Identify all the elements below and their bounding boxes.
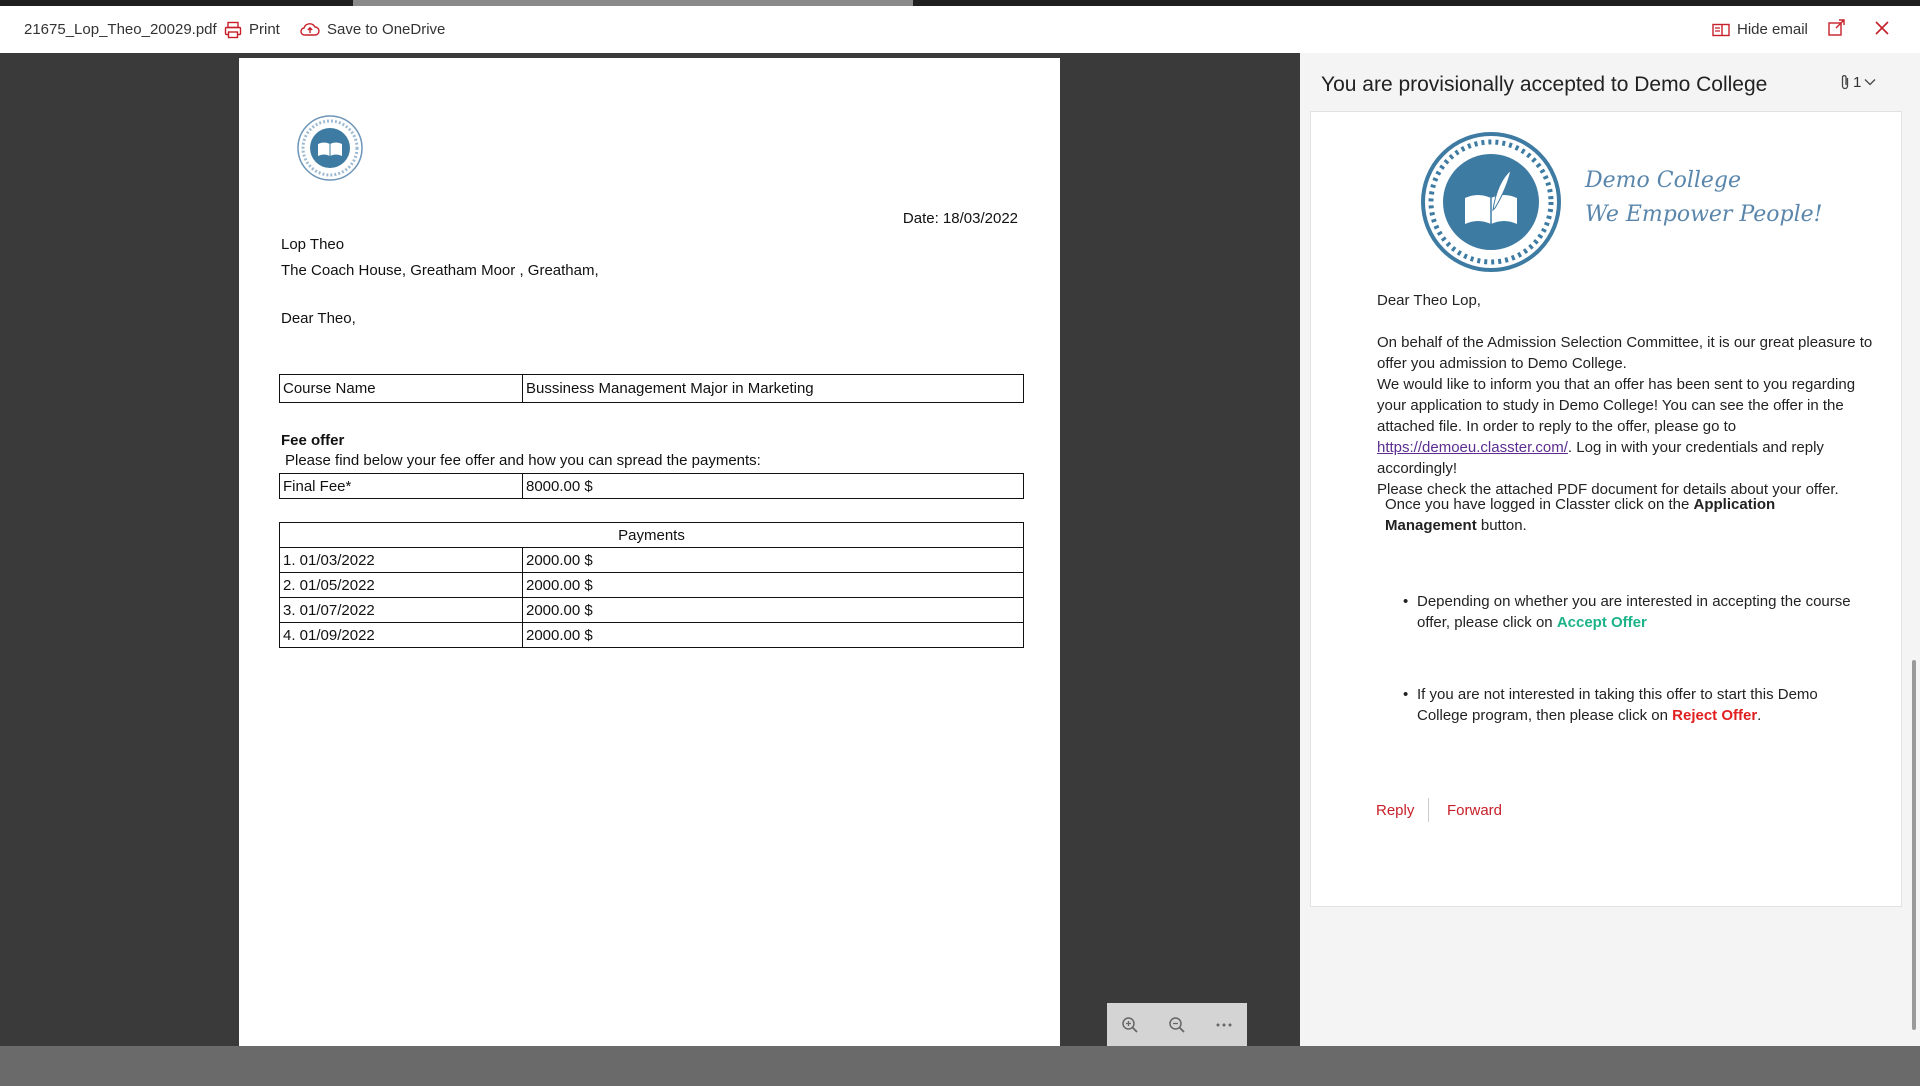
slogan-line-2: We Empower People! bbox=[1585, 202, 1823, 227]
cloud-upload-icon bbox=[300, 21, 320, 39]
zoom-in-icon bbox=[1121, 1016, 1139, 1034]
final-fee-value: 8000.00 $ bbox=[523, 474, 1024, 499]
close-icon bbox=[1874, 20, 1890, 40]
bullet-2-end: . bbox=[1757, 707, 1762, 724]
pdf-viewer[interactable] bbox=[0, 53, 1300, 1046]
course-name-label: Course Name bbox=[280, 375, 523, 403]
letter-date: Date: 18/03/2022 bbox=[902, 210, 1018, 227]
email-paragraphs bbox=[1377, 332, 1881, 500]
table-row bbox=[280, 573, 1024, 598]
paragraph-2-text-end: . Log in with your credentials and reply accordingly! bbox=[1377, 439, 1824, 477]
printer-icon bbox=[224, 21, 242, 39]
table-row bbox=[280, 598, 1024, 623]
table-row bbox=[280, 623, 1024, 648]
more-icon bbox=[1215, 1022, 1233, 1028]
bullet-2-text: If you are not interested in taking this offer to start this Demo College program, then please click on bbox=[1417, 686, 1818, 724]
zoom-out-icon bbox=[1168, 1016, 1186, 1034]
slogan-line-1: Demo College bbox=[1585, 168, 1742, 193]
email-pane bbox=[1300, 53, 1920, 1046]
hide-email-icon bbox=[1712, 23, 1730, 37]
popout-button[interactable] bbox=[1828, 6, 1845, 53]
pdf-page bbox=[239, 58, 1060, 1046]
email-body bbox=[1310, 111, 1902, 907]
chevron-down-icon bbox=[1864, 78, 1876, 86]
zoom-out-button[interactable] bbox=[1162, 1010, 1192, 1040]
forward-button[interactable]: Forward bbox=[1447, 802, 1503, 819]
payment-amount: 2000.00 $ bbox=[523, 573, 1024, 598]
hide-email-button[interactable] bbox=[1712, 6, 1808, 53]
recipient-name: Lop Theo bbox=[281, 236, 345, 253]
course-name-value: Bussiness Management Major in Marketing bbox=[523, 375, 1024, 403]
payment-date: 1. 01/03/2022 bbox=[280, 548, 523, 573]
paragraph-3: Please check the attached PDF document for details about your offer. bbox=[1377, 481, 1839, 498]
college-seal-logo bbox=[296, 114, 364, 182]
fee-offer-heading: Fee offer bbox=[281, 432, 345, 449]
reply-button[interactable]: Reply bbox=[1376, 802, 1415, 819]
file-name: 21675_Lop_Theo_20029.pdf bbox=[24, 21, 217, 38]
zoom-toolbar bbox=[1107, 1003, 1247, 1047]
payments-table bbox=[279, 522, 1024, 648]
paragraph-1: On behalf of the Admission Selection Committee, it is our great pleasure to offer you admission to Demo College. bbox=[1377, 334, 1873, 372]
demo-college-logo bbox=[1421, 132, 1561, 272]
more-options-button[interactable] bbox=[1209, 1010, 1239, 1040]
print-button[interactable] bbox=[224, 6, 280, 53]
email-subject: You are provisionally accepted to Demo College bbox=[1321, 73, 1768, 96]
save-label: Save to OneDrive bbox=[327, 21, 446, 38]
final-fee-label: Final Fee* bbox=[280, 474, 523, 499]
paperclip-icon bbox=[1840, 73, 1850, 91]
paragraph-4-text: Once you have logged in Classter click on the bbox=[1385, 496, 1694, 513]
payment-amount: 2000.00 $ bbox=[523, 598, 1024, 623]
paragraph-2-text: We would like to inform you that an offer has been sent to you regarding your application to study in Demo College! You can see the offer in the attached file. In order to reply to the offer, please go to bbox=[1377, 376, 1856, 435]
letter-greeting: Dear Theo, bbox=[281, 310, 356, 327]
hide-email-label: Hide email bbox=[1737, 21, 1808, 38]
paragraph-4 bbox=[1385, 494, 1825, 536]
payment-date: 3. 01/07/2022 bbox=[280, 598, 523, 623]
action-divider bbox=[1428, 798, 1429, 822]
paragraph-4-text-end: button. bbox=[1476, 517, 1527, 534]
reject-offer-link[interactable]: Reject Offer bbox=[1672, 707, 1758, 724]
viewer-toolbar bbox=[0, 6, 1920, 54]
application-management-label: Application Management bbox=[1385, 496, 1776, 534]
print-label: Print bbox=[249, 21, 280, 38]
zoom-in-button[interactable] bbox=[1115, 1010, 1145, 1040]
college-slogan bbox=[1585, 164, 1823, 232]
payment-date: 4. 01/09/2022 bbox=[280, 623, 523, 648]
table-row bbox=[280, 548, 1024, 573]
payment-date: 2. 01/05/2022 bbox=[280, 573, 523, 598]
recipient-address: The Coach House, Greatham Moor , Greatham, bbox=[281, 262, 599, 279]
close-button[interactable] bbox=[1874, 6, 1890, 53]
save-to-onedrive-button[interactable] bbox=[300, 6, 445, 53]
course-table bbox=[279, 374, 1024, 403]
email-greeting: Dear Theo Lop, bbox=[1377, 292, 1481, 309]
final-fee-table bbox=[279, 473, 1024, 499]
bottom-backdrop bbox=[0, 1046, 1920, 1086]
fee-offer-intro: Please find below your fee offer and how you can spread the payments: bbox=[285, 452, 761, 469]
payment-amount: 2000.00 $ bbox=[523, 548, 1024, 573]
list-item bbox=[1417, 684, 1847, 726]
bullet-1-text: Depending on whether you are interested in accepting the course offer, please click on bbox=[1417, 593, 1851, 631]
list-item bbox=[1417, 591, 1877, 633]
attachment-count: 1 bbox=[1853, 73, 1862, 91]
accept-offer-link[interactable]: Accept Offer bbox=[1556, 614, 1647, 631]
attachments-button[interactable] bbox=[1840, 73, 1876, 91]
popout-icon bbox=[1828, 19, 1845, 40]
paragraph-2 bbox=[1377, 374, 1881, 479]
payments-header: Payments bbox=[280, 523, 1024, 548]
email-scrollbar[interactable] bbox=[1912, 660, 1916, 1030]
payment-amount: 2000.00 $ bbox=[523, 623, 1024, 648]
classter-link[interactable]: https://demoeu.classter.com/ bbox=[1377, 439, 1568, 456]
